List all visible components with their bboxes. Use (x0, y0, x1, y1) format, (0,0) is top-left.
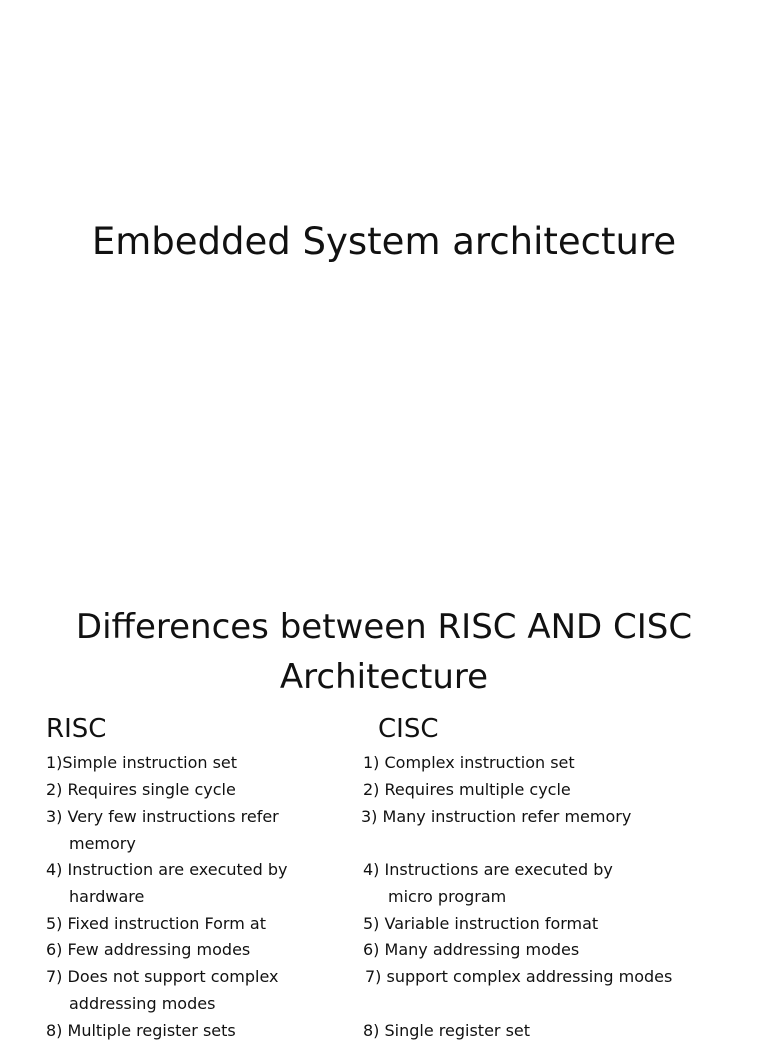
cisc-item-1-text: 1) Complex instruction set (363, 753, 575, 772)
cisc-item-4-text: 4) Instructions are executed by (363, 860, 613, 879)
cisc-item-3 (361, 804, 631, 831)
cisc-item-3-text: 3) Many instruction refer memory (361, 807, 632, 826)
cisc-item-7-text: 7) support complex addressing modes (365, 967, 673, 986)
risc-item-1 (46, 750, 237, 777)
risc-item-3 (46, 804, 279, 858)
risc-item-7-continuation: addressing modes (69, 993, 216, 1013)
risc-item-4-text: 4) Instruction are executed by (46, 860, 288, 879)
risc-item-3-text: 3) Very few instructions refer (46, 807, 279, 826)
slide-risc-vs-cisc (0, 576, 768, 1040)
cisc-item-5 (363, 911, 598, 938)
cisc-item-2 (363, 777, 571, 804)
cisc-item-6 (363, 937, 579, 964)
risc-item-5-text: 5) Fixed instruction Form at (46, 914, 266, 933)
risc-item-4-continuation: hardware (69, 886, 145, 906)
cisc-column-heading: CISC (378, 714, 439, 744)
risc-item-8-text: 8) Multiple register sets (46, 1021, 236, 1040)
risc-item-6 (46, 937, 250, 964)
cisc-item-6-text: 6) Many addressing modes (363, 940, 580, 959)
cisc-item-8 (363, 1018, 530, 1045)
risc-item-3-continuation: memory (69, 833, 136, 853)
cisc-item-7 (365, 964, 672, 991)
risc-item-7 (46, 964, 279, 1018)
risc-item-2-text: 2) Requires single cycle (46, 780, 236, 799)
risc-item-4 (46, 857, 288, 911)
risc-item-7-text: 7) Does not support complex (46, 967, 279, 986)
risc-item-6-text: 6) Few addressing modes (46, 940, 251, 959)
slide-heading-line-2: Architecture (279, 657, 489, 697)
cisc-item-2-text: 2) Requires multiple cycle (363, 780, 571, 799)
risc-column-heading: RISC (46, 714, 107, 744)
cisc-item-8-text: 8) Single register set (363, 1021, 531, 1040)
cisc-item-4-continuation: micro program (388, 886, 507, 906)
risc-item-1-text: 1)Simple instruction set (46, 753, 238, 772)
risc-item-2 (46, 777, 236, 804)
slide-heading-line-1: Differences between RISC AND CISC (75, 607, 693, 647)
cisc-item-5-text: 5) Variable instruction format (363, 914, 599, 933)
risc-item-8 (46, 1018, 236, 1045)
cisc-item-1 (363, 750, 575, 777)
risc-item-5 (46, 911, 266, 938)
cisc-item-4 (363, 857, 613, 911)
slide-title-heading: Embedded System architecture (91, 220, 677, 263)
slide-heading (0, 602, 768, 702)
